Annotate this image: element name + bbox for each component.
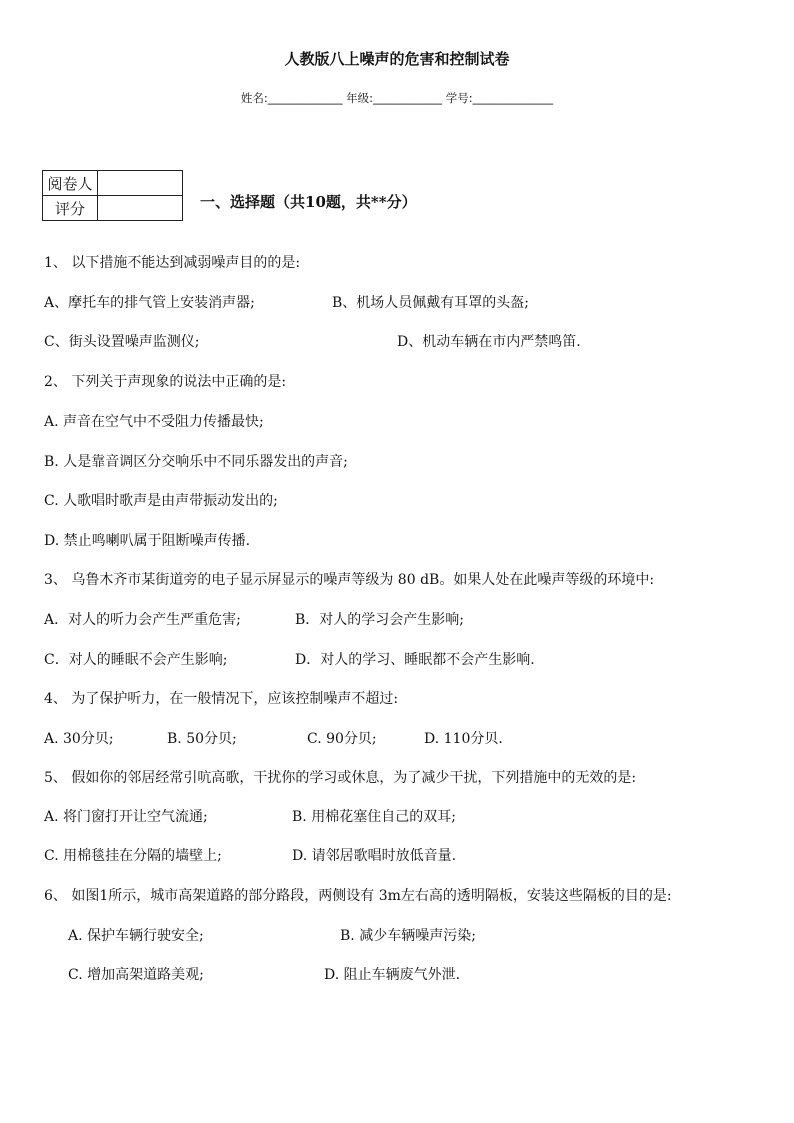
question-4-option-d: D. 110分贝. [424,731,503,747]
question-2-option-c: C. 人歌唱时歌声是由声带振动发出的; [44,493,278,509]
reviewer-cell [98,171,183,196]
question-4-option-c: C. 90分贝; [307,731,377,747]
question-5-option-c: C. 用棉毯挂在分隔的墙壁上; [44,848,222,864]
question-1-option-a: A、摩托车的排气管上安装消声器; [44,295,255,311]
grader-table [42,170,183,221]
question-5-option-d: D. 请邻居歌唱时放低音量. [292,848,457,864]
question-2-option-b: B. 人是靠音调区分交响乐中不同乐器发出的声音; [44,454,348,470]
question-6-stem: 6、 如图1所示，城市高架道路的部分路段，两侧设有 3m左右高的透明隔板，安装这些隔板的目的是: [44,888,672,904]
question-1-option-c: C、街头设置噪声监测仪; [44,334,200,350]
question-1-option-b: B、机场人员佩戴有耳罩的头盔; [332,295,530,311]
question-5-stem: 5、 假如你的邻居经常引吭高歌，干扰你的学习或休息，为了减少干扰，下列措施中的无效的是: [44,770,637,786]
question-3-option-c: C．对人的睡眠不会产生影响; [44,652,228,668]
page-title: 人教版八上噪声的危害和控制试卷 [284,50,510,68]
question-4-stem: 4、 为了保护听力，在一般情况下，应该控制噪声不超过: [44,691,399,707]
section-heading: 一、选择题（共10题，共**分） [200,193,417,211]
question-4-option-b: B. 50分贝; [167,731,237,747]
reviewer-label: 阅卷人 [43,171,98,196]
student-info-line: 姓名:_____________ 年级:____________ 学号:______________ [240,91,554,105]
question-3-option-b: B．对人的学习会产生影响; [295,612,465,628]
question-3-stem: 3、 乌鲁木齐市某街道旁的电子显示屏显示的噪声等级为 80 dB。如果人处在此噪声等级的环境中: [44,572,655,588]
question-5-option-a: A. 将门窗打开让空气流通; [44,809,208,825]
question-6-option-c: C. 增加高架道路美观; [68,967,204,983]
score-cell [98,196,183,221]
question-2-option-d: D. 禁止鸣喇叭属于阻断噪声传播. [44,533,251,549]
question-2-stem: 2、 下列关于声现象的说法中正确的是: [44,374,287,390]
question-3-option-d: D．对人的学习、睡眠都不会产生影响. [295,652,535,668]
question-6-option-d: D. 阻止车辆废气外泄. [324,967,461,983]
question-5-option-b: B. 用棉花塞住自己的双耳; [292,809,456,825]
question-1-option-d: D、机动车辆在市内严禁鸣笛. [397,334,581,350]
question-6-option-b: B. 减少车辆噪声污染; [340,928,476,944]
question-1-stem: 1、 以下措施不能达到减弱噪声目的的是: [44,255,301,271]
question-6-option-a: A. 保护车辆行驶安全; [68,928,204,944]
question-4-option-a: A. 30分贝; [44,731,114,747]
score-label: 评分 [43,196,98,221]
question-3-option-a: A．对人的听力会产生严重危害; [44,612,241,628]
question-2-option-a: A. 声音在空气中不受阻力传播最快; [44,414,264,430]
